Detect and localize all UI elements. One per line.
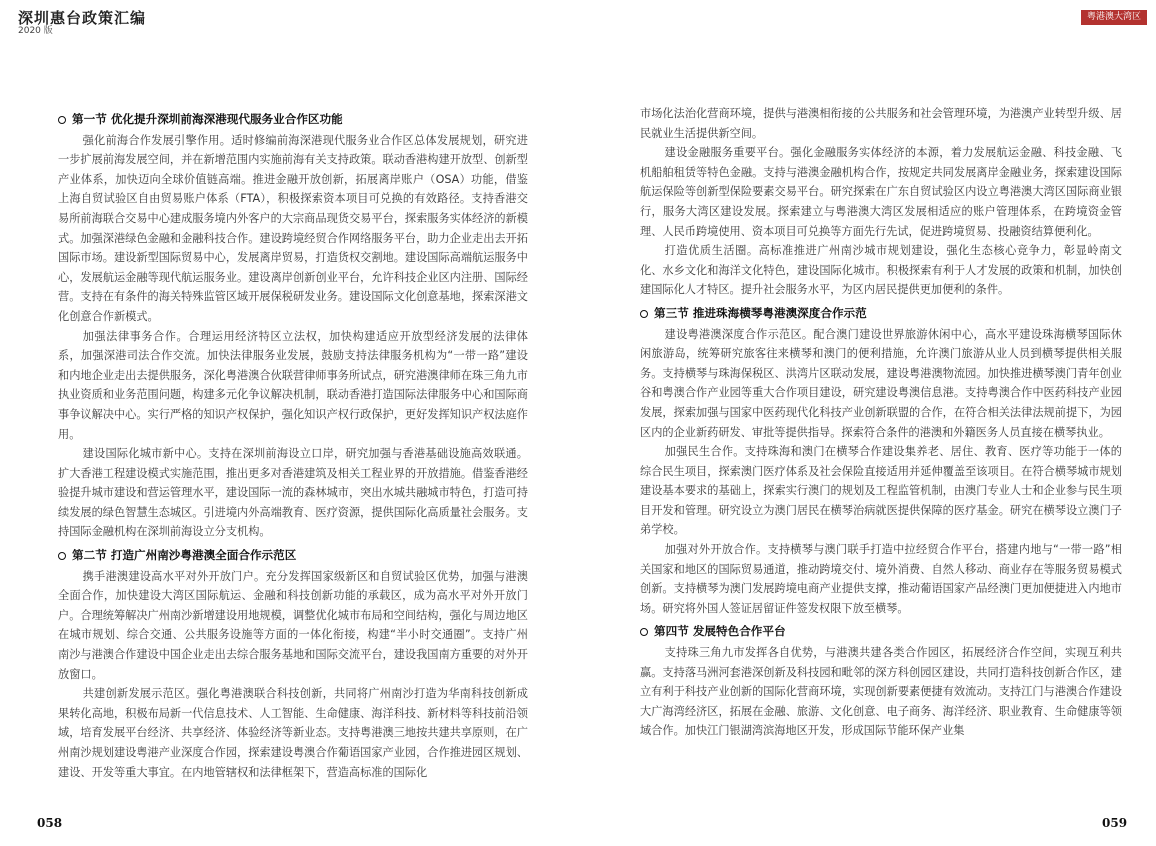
chapter-tag: 粤港澳大湾区 [1081,10,1147,25]
section-heading-text: 第一节 优化提升深圳前海深港现代服务业合作区功能 [72,112,343,126]
paragraph: 携手港澳建设高水平对外开放门户。充分发挥国家级新区和自贸试验区优势，加强与港澳全面合作，加快建设大湾区国际航运、金融和科技创新功能的承载区，成为高水平对外开放门户。合理统筹解决广州南沙新增建设用地规模，调整优化城市布局和空间结构，强化与周边地区在城市规划、综合交通、公共服务设施等方面的一体化衔接，构建“半小时交通圈”。支持广州南沙与港澳合作建设中国企业走出去综合服务基地和国际交流平台，建设我国南方重要的对外开放窗口。 [58,569,528,681]
page-number-left: 058 [37,816,63,830]
section-heading-text: 第四节 发展特色合作平台 [654,624,786,639]
page-number-right: 059 [1102,816,1128,830]
paragraph-continued: 市场化法治化营商环境，提供与港澳相衔接的公共服务和社会管理环境，为港澳产业转型升级、居民就业生活提供新空间。 [640,107,1122,140]
circle-bullet-icon [58,552,66,560]
circle-bullet-icon [640,310,648,318]
circle-bullet-icon [58,116,66,124]
circle-bullet-icon [640,628,648,636]
section-heading-text: 第二节 打造广州南沙粤港澳全面合作示范区 [72,548,297,563]
paragraph: 建设粤港澳深度合作示范区。配合澳门建设世界旅游休闲中心，高水平建设珠海横琴国际休闲旅游岛，统筹研究旅客往来横琴和澳门的便利措施，允许澳门旅游从业人员到横琴提供相关服务。支持横琴与珠海保税区、洪湾片区联动发展，建设粤港澳物流园。加快推进横琴澳门青年创业谷和粤澳合作产业园等重大合作项目建设，研究建设粤澳信息港。支持粤澳合作中医药科技产业园发展，探索加强与国家中医药现代化科技产业创新联盟的合作，在符合相关法律法规前提下，为园区内的企业新药研发、审批等提供指导。探索符合条件的港澳和外籍医务人员直接在横琴执业。 [640,327,1122,439]
paragraph: 支持珠三角九市发挥各自优势，与港澳共建各类合作园区，拓展经济合作空间，实现互利共赢。支持落马洲河套港深创新及科技园和毗邻的深方科创园区建设，共同打造科技创新合作区，建立有利于科技产业创新的国际化营商环境，实现创新要素便捷有效流动。支持江门与港澳合作建设大广海湾经济区，拓展在金融、旅游、文化创意、电子商务、海洋经济、职业教育、生命健康等领域合作。加快江门银湖湾滨海地区开发，形成国际节能环保产业集 [640,646,1122,738]
section-heading [58,542,528,567]
paragraph: 加强民生合作。支持珠海和澳门在横琴合作建设集养老、居住、教育、医疗等功能于一体的综合民生项目，探索澳门医疗体系及社会保险直接适用并延伸覆盖至该项目。在符合横琴城市规划建设基本要求的基础上，探索实行澳门的规划及工程监管机制，由澳门专业人士和企业参与民生项目开发和管理。研究设立为澳门居民在横琴治病就医提供保障的医疗基金。研究在横琴设立澳门子弟学校。 [640,445,1122,537]
section-heading [640,618,1122,643]
section-heading [58,106,528,131]
paragraph: 建设国际化城市新中心。支持在深圳前海设立口岸，研究加强与香港基础设施高效联通。扩大香港工程建设模式实施范围，推出更多对香港建筑及相关工程业界的开放措施。借鉴香港经验提升城市建设和营运管理水平，建设国际一流的森林城市，突出水城共融城市特色，打造可持续发展的绿色智慧生态城区。引进境内外高端教育、医疗资源，提供国际化高质量社会服务。支持国际金融机构在深圳前海设立分支机构。 [58,447,528,539]
paragraph: 加强对外开放合作。支持横琴与澳门联手打造中拉经贸合作平台，搭建内地与“一带一路”相关国家和地区的国际贸易通道，推动跨境交付、境外消费、自然人移动、商业存在等服务贸易模式创新。支持横琴为澳门发展跨境电商产业提供支撑，推动葡语国家产品经澳门更加便捷进入内地市场。研究将外国人签证居留证件签发权限下放至横琴。 [640,543,1122,615]
left-page-column [58,106,528,782]
section-heading [640,300,1122,325]
paragraph: 共建创新发展示范区。强化粤港澳联合科技创新，共同将广州南沙打造为华南科技创新成果转化高地，积极布局新一代信息技术、人工智能、生命健康、海洋科技、新材料等科技前沿领域，培育发展平台经济、共享经济、体验经济等新业态。支持粤港澳三地按共建共享原则，在广州南沙规划建设粤港产业深度合作园，探索建设粤澳合作葡语国家产业园，合作推进园区规划、建设、开发等重大事宜。在内地管辖权和法律框架下，营造高标准的国际化 [58,687,528,779]
book-edition: 2020 版 [18,26,53,36]
paragraph: 建设金融服务重要平台。强化金融服务实体经济的本源，着力发展航运金融、科技金融、飞机船舶租赁等特色金融。支持与港澳金融机构合作，按规定共同发展离岸金融业务，探索建设国际航运保险等创新型保险要素交易平台。研究探索在广东自贸试验区内设立粤港澳大湾区国际商业银行，服务大湾区建设发展。探索建立与粤港澳大湾区发展相适应的账户管理体系，在跨境资金管理、人民币跨境使用、资本项目可兑换等方面先行先试，促进跨境贸易、投融资结算便利化。 [640,146,1122,238]
paragraph: 打造优质生活圈。高标准推进广州南沙城市规划建设，强化生态核心竞争力，彰显岭南文化、水乡文化和海洋文化特色，建设国际化城市。积极探索有利于人才发展的政策和机制，加快创建国际化人才特区。提升社会服务水平，为区内居民提供更加便利的条件。 [640,244,1122,297]
paragraph: 强化前海合作发展引擎作用。适时修编前海深港现代服务业合作区总体发展规划，研究进一步扩展前海发展空间，并在新增范围内实施前海有关支持政策。联动香港构建开放型、创新型产业体系，加快迈向全球价值链高端。推进金融开放创新，拓展离岸账户（OSA）功能，借鉴上海自贸试验区自由贸易账户体系（FTA），积极探索资本项目可兑换的有效路径。支持香港交易所前海联合交易中心建成服务境内外客户的大宗商品现货交易平台，探索服务实体经济的新模式。加强深港绿色金融和金融科技合作。建设跨境经贸合作网络服务平台，助力企业走出去开拓国际市场。建设新型国际贸易中心，发展离岸贸易，打造货权交割地。建设国际高端航运服务中心，发展航运金融等现代航运服务业。建设离岸创新创业平台，允许科技企业区内注册、国际经营。支持在有条件的海关特殊监管区域开展保税研发业务。建设国际文化创意基地，探索深港文化创意合作新模式。 [58,133,528,323]
right-page-column [640,104,1122,741]
paragraph: 加强法律事务合作。合理运用经济特区立法权，加快构建适应开放型经济发展的法律体系，加强深港司法合作交流。加快法律服务业发展，鼓励支持法律服务机构为“一带一路”建设和内地企业走出去提供服务，深化粤港澳合伙联营律师事务所试点，研究港澳律师在珠三角九市执业资质和业务范围问题，构建多元化争议解决机制，联动香港打造国际法律服务中心和国际商事争议解决中心。实行严格的知识产权保护，强化知识产权行政保护，更好发挥知识产权法庭作用。 [58,329,528,441]
section-heading-text: 第三节 推进珠海横琴粤港澳深度合作示范 [654,305,867,320]
book-title: 深圳惠台政策汇编 [18,9,147,27]
